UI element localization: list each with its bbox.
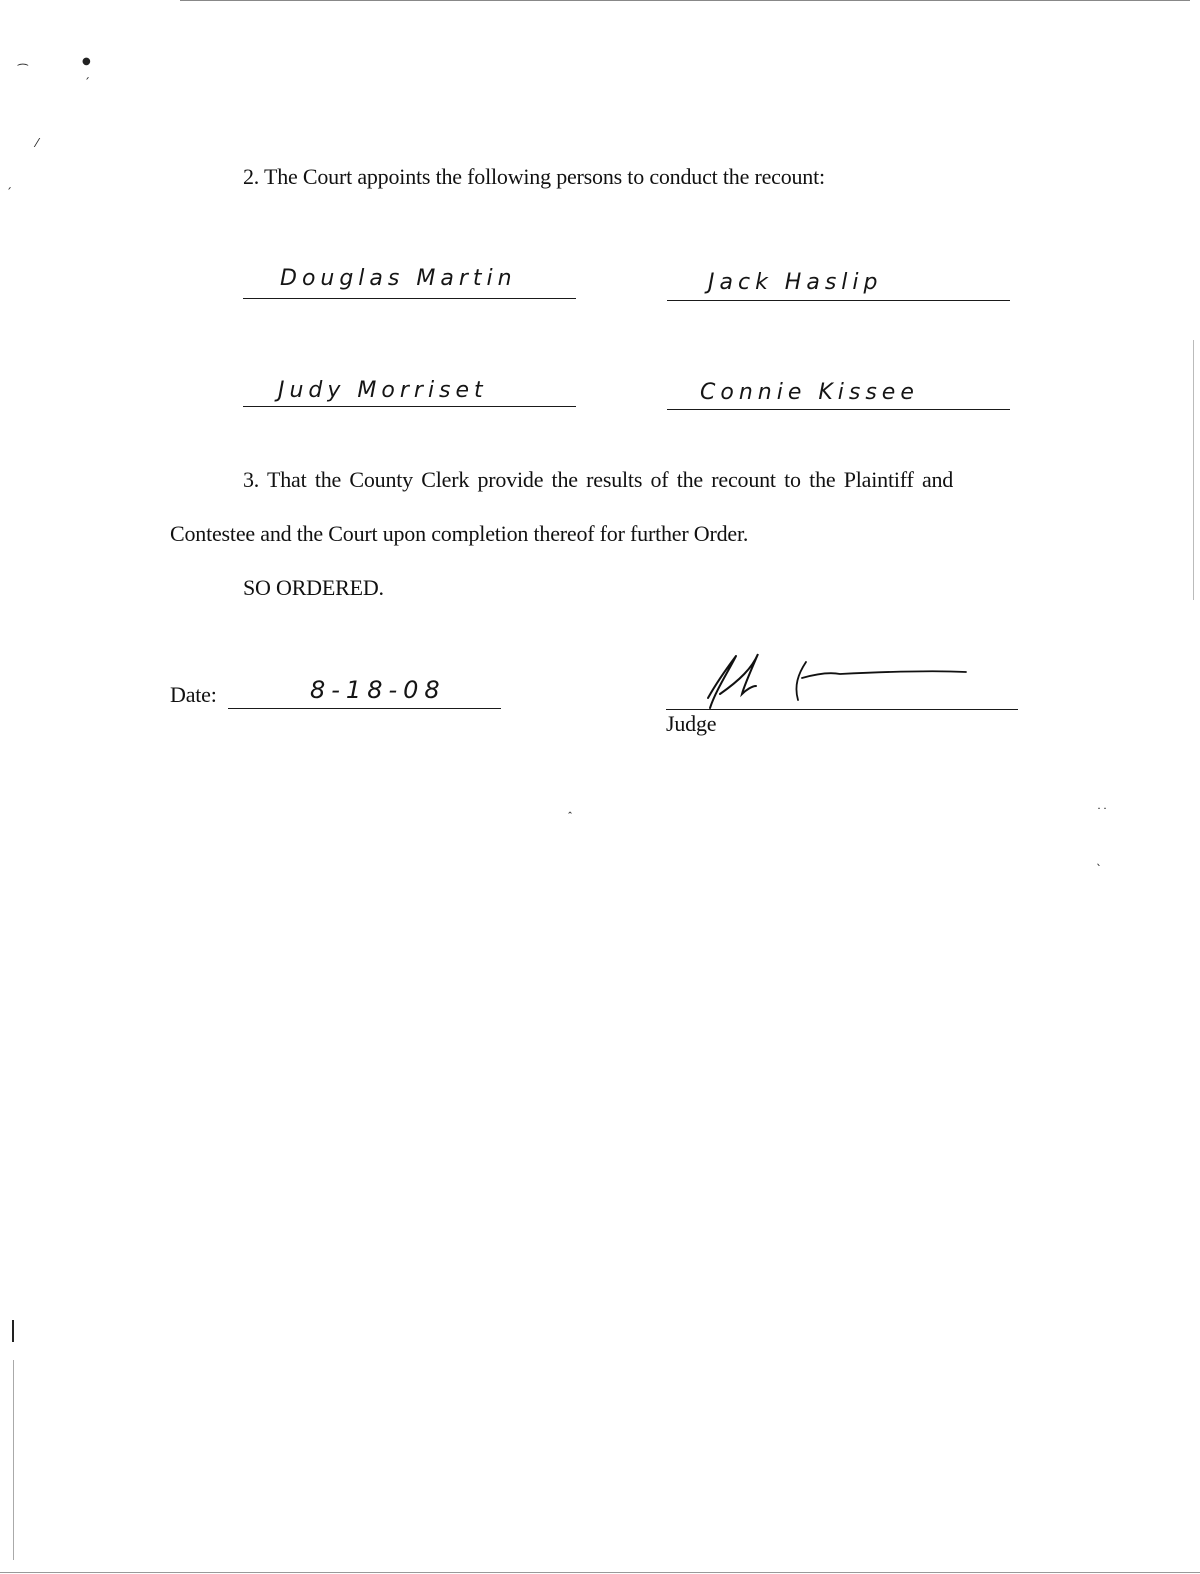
scan-mark-left-faint: [13, 1360, 14, 1560]
scan-speck: ⁀: [18, 64, 28, 78]
paragraph-2: 2. The Court appoints the following persons to conduct the recount:: [243, 164, 825, 189]
scan-speck: ˎ: [1096, 852, 1102, 866]
scan-speck: ˊ: [6, 186, 12, 200]
appointee-line-1: [243, 298, 576, 299]
appointee-line-3: [243, 406, 576, 407]
scan-border-bottom: [0, 1572, 1200, 1573]
scan-speck: ⁄: [36, 136, 39, 150]
scan-border-top: [180, 0, 1190, 1]
scan-speck: ˙˙: [1096, 806, 1108, 820]
date-label: Date:: [170, 682, 217, 707]
date-value: 8-18-08: [310, 676, 446, 704]
judge-label: Judge: [666, 711, 717, 736]
paragraph-3-line-1: 3. That the County Clerk provide the results of the recount to the Plaintiff and: [243, 467, 954, 492]
scan-mark-right: [1193, 340, 1194, 600]
appointee-name-1: Douglas Martin: [280, 266, 517, 291]
scan-speck: ˊ: [84, 76, 90, 90]
appointee-name-2: Jack Haslip: [708, 270, 883, 295]
scan-mark-left: [12, 1320, 14, 1342]
appointee-line-4: [667, 409, 1010, 410]
scan-speck: ●: [82, 56, 91, 67]
judge-signature: [690, 650, 980, 712]
paragraph-3-line-2: Contestee and the Court upon completion thereof for further Order.: [170, 521, 749, 546]
so-ordered: SO ORDERED.: [243, 575, 384, 600]
date-line: [228, 708, 501, 709]
appointee-name-3: Judy Morriset: [278, 378, 488, 403]
appointee-name-4: Connie Kissee: [700, 380, 919, 405]
scan-speck: ꞈ: [568, 800, 572, 814]
appointee-line-2: [667, 300, 1010, 301]
